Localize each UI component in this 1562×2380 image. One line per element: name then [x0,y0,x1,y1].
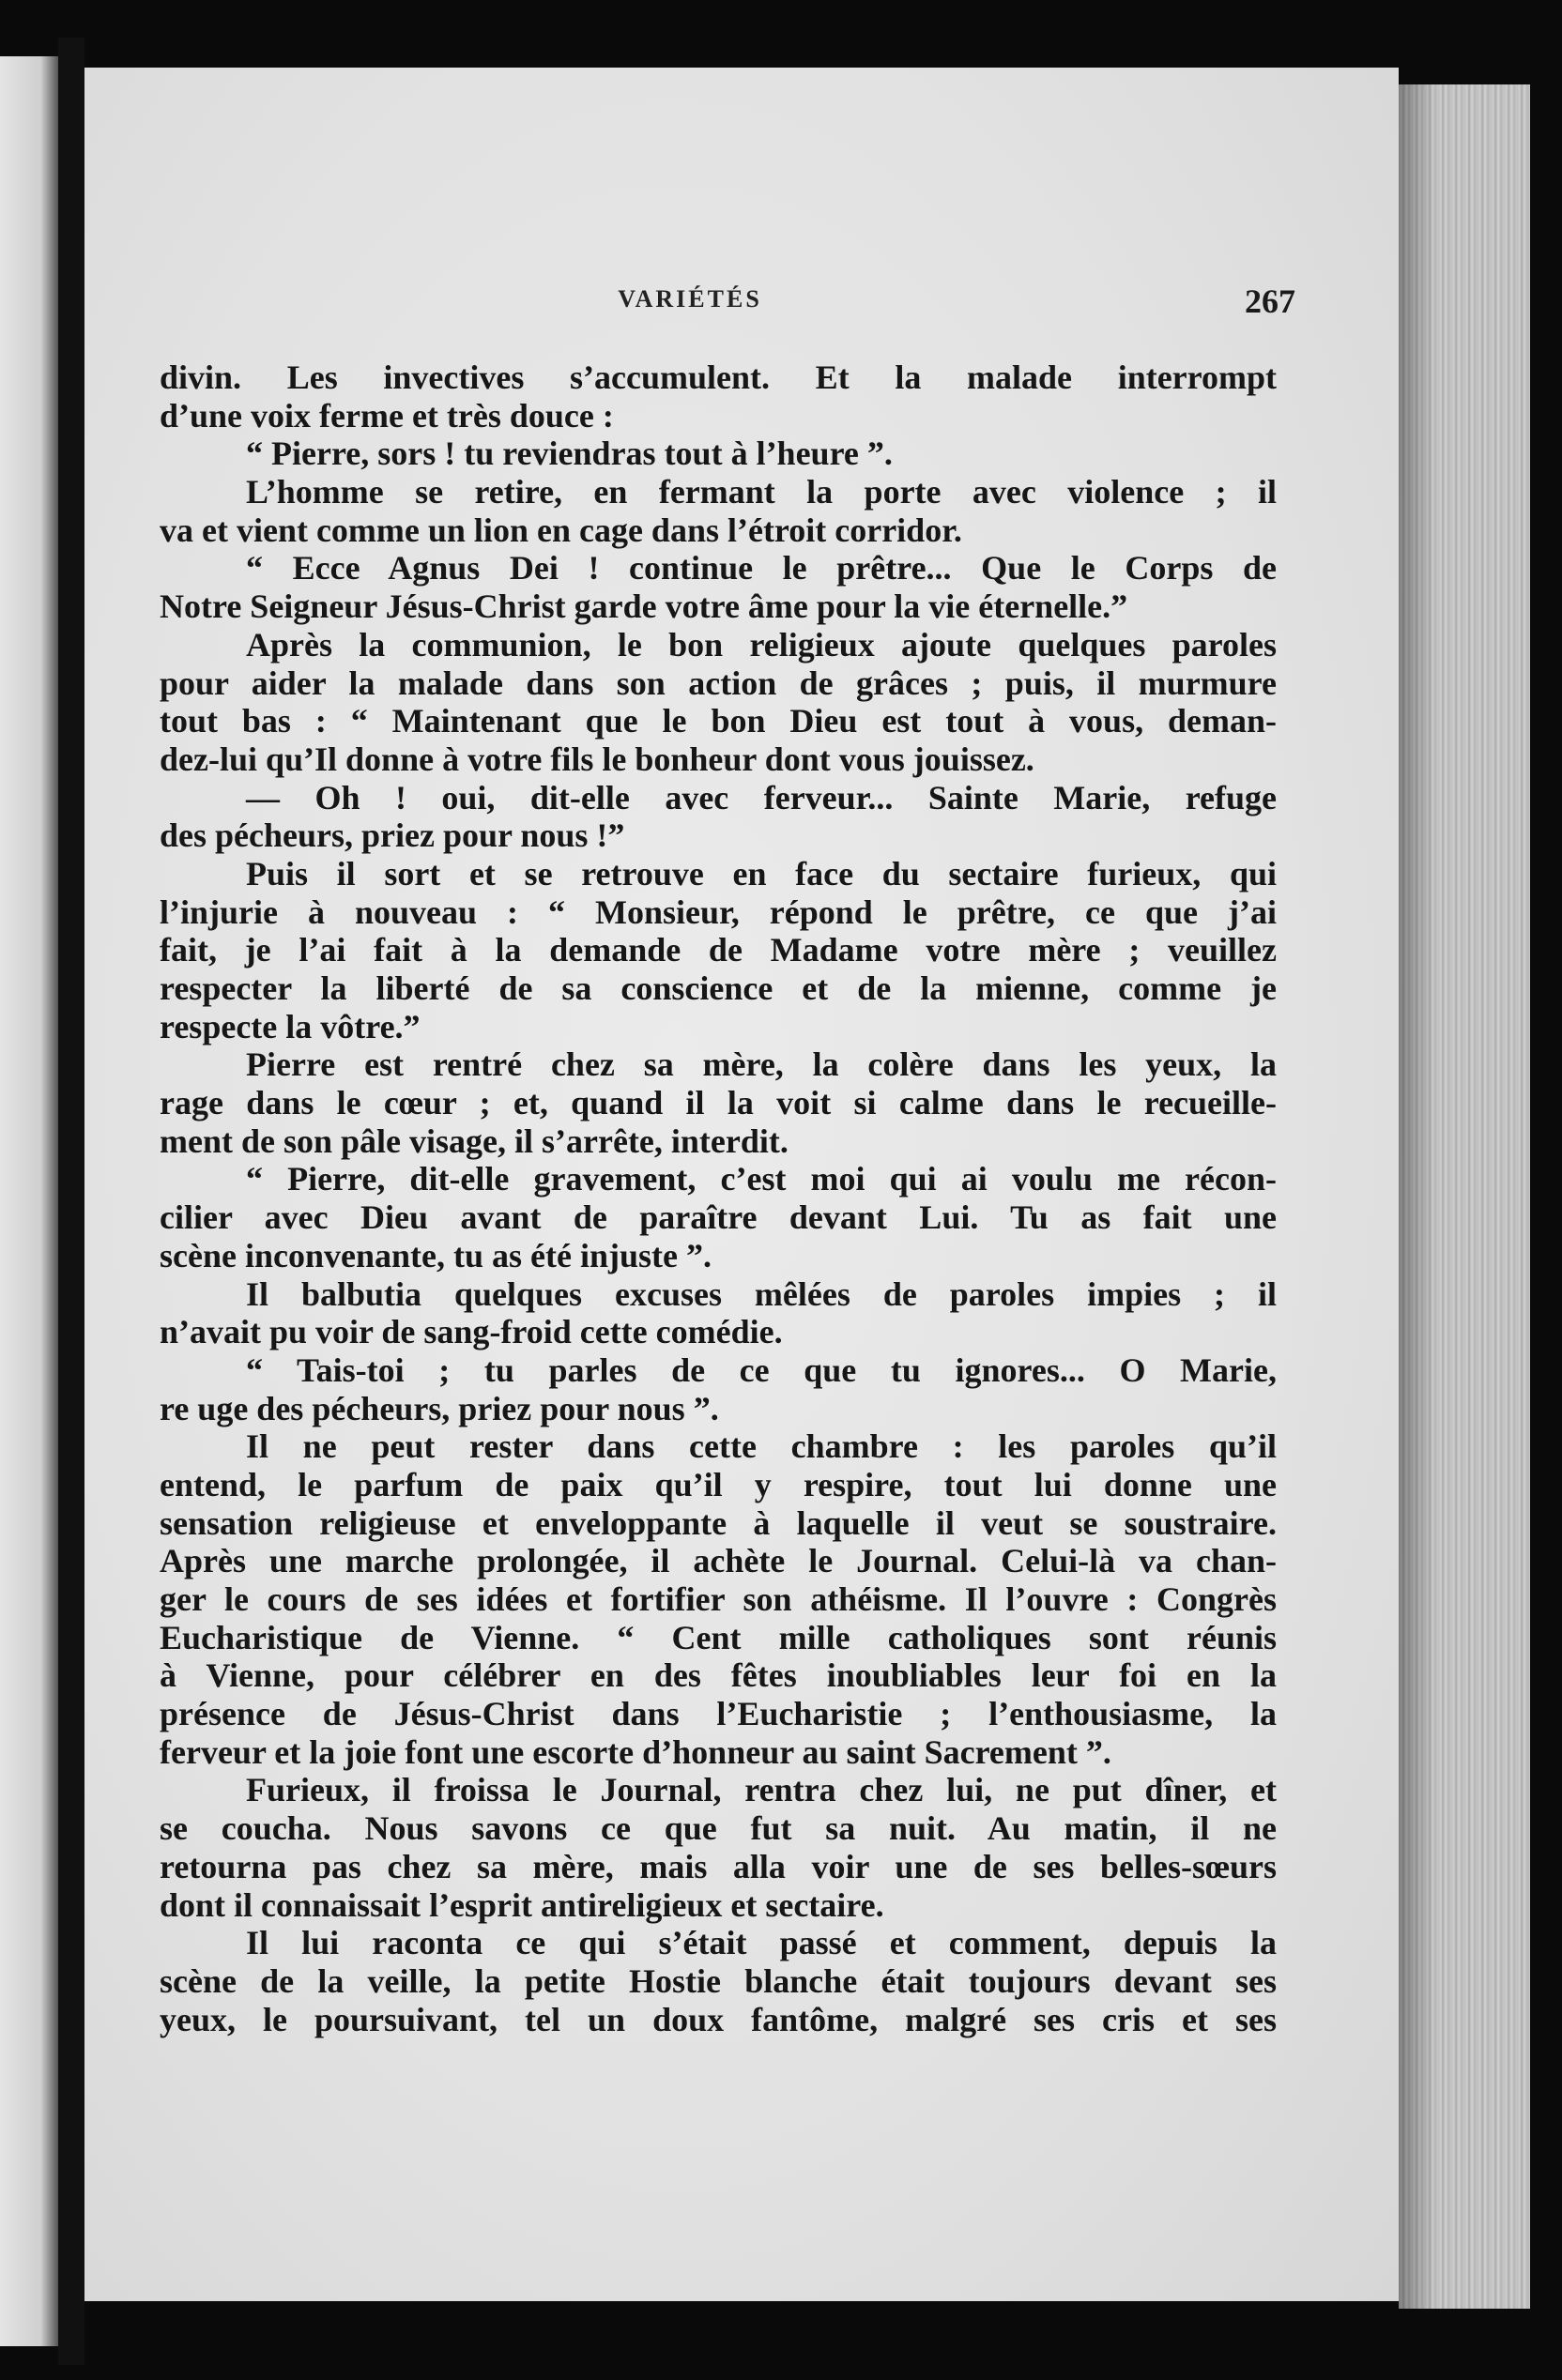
text-line: à Vienne, pour célébrer en des fêtes inoubliables leur foi en la [160,1656,1277,1695]
text-line: ger le cours de ses idées et fortifier son athéisme. Il l’ouvre : Congrès [160,1580,1277,1618]
text-line: entend, le parfum de paix qu’il y respire, tout lui donne une [160,1465,1277,1503]
text-line: fait, je l’ai fait à la demande de Madame votre mère ; veuillez [160,931,1277,969]
text-line: Eucharistique de Vienne. “ Cent mille catholiques sont réunis [160,1618,1277,1656]
text-line: va et vient comme un lion en cage dans l’étroit corridor. [160,511,962,549]
text-line: Après une marche prolongée, il achète le Journal. Celui-là va chan- [160,1542,1277,1580]
page-number: 267 [1245,282,1295,320]
text-line: Après la communion, le bon religieux ajoute quelques paroles [246,625,1277,664]
text-line: pour aider la malade dans son action de grâces ; puis, il murmure [160,664,1277,702]
text-line: l’injurie à nouveau : “ Monsieur, répond le prêtre, ce que j’ai [160,892,1277,931]
text-line: d’une voix ferme et très douce : [160,396,614,435]
text-line: ment de son pâle visage, il s’arrête, interdit. [160,1121,789,1160]
previous-page-edge [0,56,58,2346]
text-line: respecte la vôtre.” [160,1007,421,1045]
text-line: retourna pas chez sa mère, mais alla voir une de ses belles-sœurs [160,1847,1277,1885]
text-line: des pécheurs, priez pour nous !” [160,816,625,855]
text-line: Pierre est rentré chez sa mère, la colère dans les yeux, la [246,1045,1277,1084]
text-line: “ Tais-toi ; tu parles de ce que tu ignores... O Marie, [246,1350,1277,1389]
text-line: scène inconvenante, tu as été injuste ”. [160,1236,712,1274]
text-line: Il balbutia quelques excuses mêlées de paroles impies ; il [246,1274,1277,1313]
text-line: se coucha. Nous savons ce que fut sa nuit. Au matin, il ne [160,1809,1277,1848]
running-title: VARIÉTÉS [618,285,762,313]
text-line: dont il connaissait l’esprit antireligieux et sectaire. [160,1885,884,1924]
text-line: Furieux, il froissa le Journal, rentra chez lui, ne put dîner, et [246,1771,1277,1809]
text-line: — Oh ! oui, dit-elle avec ferveur... Sainte Marie, refuge [246,778,1277,816]
text-line: n’avait pu voir de sang-froid cette comédie. [160,1313,783,1351]
text-line: “ Pierre, sors ! tu reviendras tout à l’heure ”. [246,435,893,473]
text-line: scène de la veille, la petite Hostie blanche était toujours devant ses [160,1961,1277,2000]
text-line: yeux, le poursuivant, tel un doux fantôme, malgré ses cris et ses [160,2000,1277,2038]
page-gutter-shadow [1399,84,1436,2309]
text-line: ferveur et la joie font une escorte d’honneur au saint Sacrement ”. [160,1732,1111,1771]
text-line: “ Ecce Agnus Dei ! continue le prêtre... Que le Corps de [246,549,1277,587]
text-line: L’homme se retire, en fermant la porte avec violence ; il [246,473,1277,511]
text-line: Il ne peut rester dans cette chambre : les paroles qu’il [246,1427,1277,1466]
text-line: “ Pierre, dit-elle gravement, c’est moi qui ai voulu me récon- [246,1160,1277,1198]
body-text [160,359,1277,2038]
text-line: présence de Jésus-Christ dans l’Eucharistie ; l’enthousiasme, la [160,1695,1277,1733]
text-line: rage dans le cœur ; et, quand il la voit si calme dans le recueille- [160,1084,1277,1122]
page-header [84,282,1295,328]
text-line: dez-lui qu’Il donne à votre fils le bonheur dont vous jouissez. [160,740,1034,778]
text-line: tout bas : “ Maintenant que le bon Dieu est tout à vous, deman- [160,702,1277,740]
text-line: Notre Seigneur Jésus-Christ garde votre âme pour la vie éternelle.” [160,587,1128,626]
text-line: sensation religieuse et enveloppante à laquelle il veut se soustraire. [160,1503,1277,1542]
text-line: divin. Les invectives s’accumulent. Et la malade interrompt [160,359,1277,396]
text-line: Puis il sort et se retrouve en face du sectaire furieux, qui [246,854,1277,892]
book-binding [58,38,84,2365]
text-line: re uge des pécheurs, priez pour nous ”. [160,1389,719,1427]
text-line: respecter la liberté de sa conscience et de la mienne, comme je [160,969,1277,1007]
text-line: Il lui raconta ce qui s’était passé et comment, depuis la [246,1924,1277,1962]
text-line: cilier avec Dieu avant de paraître devant Lui. Tu as fait une [160,1198,1277,1237]
